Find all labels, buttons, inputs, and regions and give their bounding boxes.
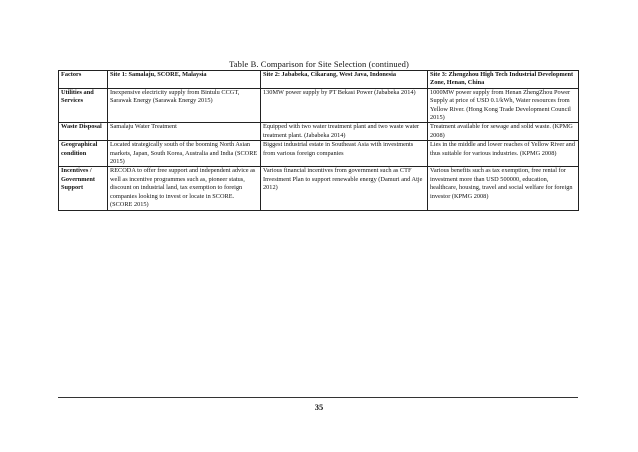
cell-site-3: Treatment available for sewage and solid waste. (KPMG 2008) xyxy=(428,123,579,141)
table-header-row xyxy=(59,71,579,89)
cell-site-2: Biggest industrial estate in Southeast Asia with investments from various foreign companies xyxy=(261,141,428,167)
row-factor: Waste Disposal xyxy=(59,123,108,141)
comparison-table xyxy=(58,70,579,211)
table-row xyxy=(59,123,579,141)
row-factor: Incentives / Government Support xyxy=(59,167,108,210)
table-row xyxy=(59,141,579,167)
cell-site-3: Lies in the middle and lower reaches of Yellow River and thus suitable for various industries. (KPMG 2008) xyxy=(428,141,579,167)
cell-site-1: RECODA to offer free support and independent advice as well as incentive programmes such as, pioneer status, discount on industrial land, tax exemption to foreign companies looking to invest or locate in SCORE. (SCORE 2015) xyxy=(108,167,261,210)
cell-site-2: Equipped with two water treatment plant and two waste water treatment plant. (Jababeka 2014) xyxy=(261,123,428,141)
page-number: 35 xyxy=(314,402,324,412)
table-row xyxy=(59,167,579,210)
footer-rule xyxy=(58,397,578,398)
cell-site-3: 1000MW power supply from Henan ZhengZhou Power Supply at price of USD 0.1/kWh, Water resources from Yellow River. (Hong Kong Trade Development Council 2015) xyxy=(428,88,579,123)
table-caption: Table B. Comparison for Site Selection (continued) xyxy=(229,59,409,69)
cell-site-2: 130MW power supply by PT Bekasi Power (Jababeka 2014) xyxy=(261,88,428,123)
table-row xyxy=(59,88,579,123)
row-factor: Geographical condition xyxy=(59,141,108,167)
row-factor: Utilities and Services xyxy=(59,88,108,123)
cell-site-2: Various financial incentives from government such as CTF Investment Plan to support renewable energy (Damuri and Atje 2012) xyxy=(261,167,428,210)
header-site-1: Site 1: Samalaju, SCORE, Malaysia xyxy=(108,71,261,89)
header-site-3: Site 3: Zhengzhou High Tech Industrial Development Zone, Henan, China xyxy=(428,71,579,89)
cell-site-1: Samalaju Water Treatment xyxy=(108,123,261,141)
cell-site-3: Various benefits such as tax exemption, free rental for investment more than USD 500000, education, healthcare, housing, travel and social welfare for foreign investor (KPMG 2008) xyxy=(428,167,579,210)
cell-site-1: Inexpensive electricity supply from Bintulu CCGT, Sarawak Energy (Sarawak Energy 2015) xyxy=(108,88,261,123)
cell-site-1: Located strategically south of the booming North Asian markets, Japan, South Korea, Australia and India (SCORE 2015) xyxy=(108,141,261,167)
header-factors: Factors xyxy=(59,71,108,89)
header-site-2: Site 2: Jababeka, Cikarang, West Java, Indonesia xyxy=(261,71,428,89)
